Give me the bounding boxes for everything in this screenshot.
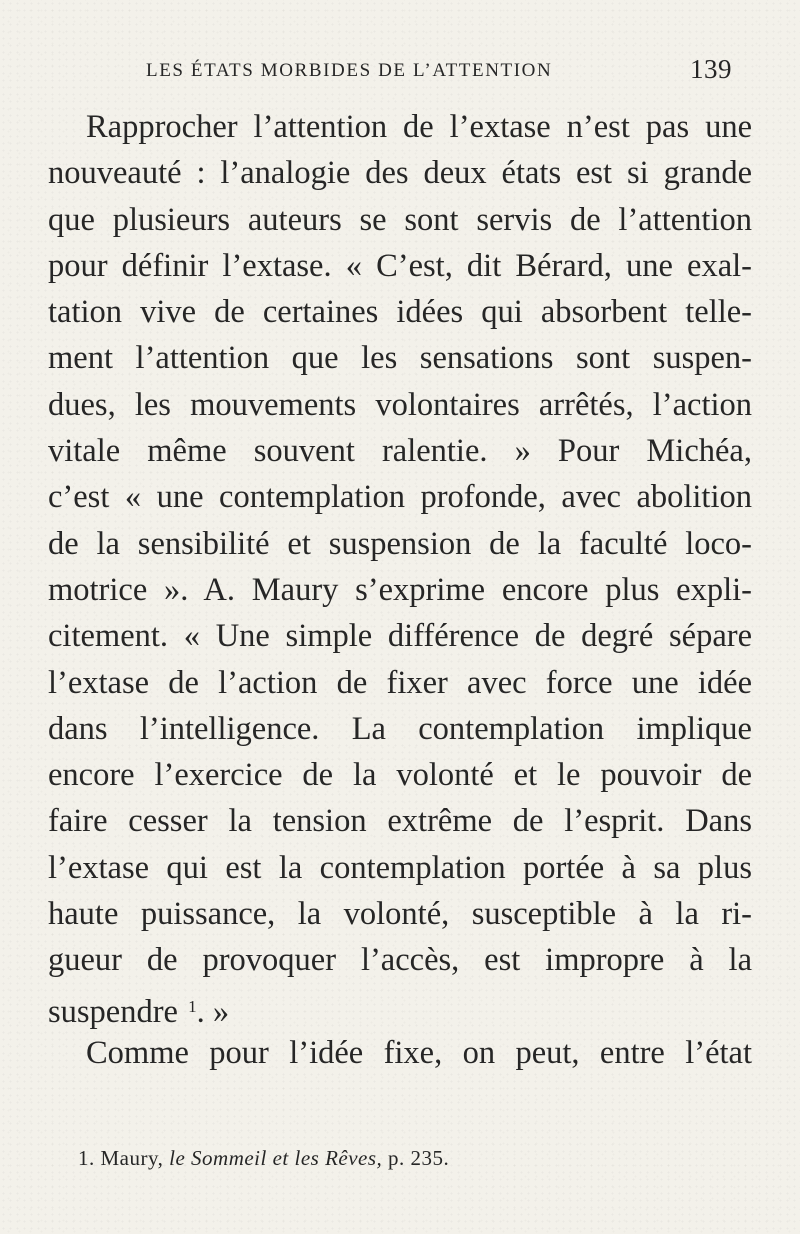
body-text	[48, 104, 752, 1076]
text-line-content: suspendre	[48, 993, 178, 1030]
footnote-author: Maury,	[100, 1146, 164, 1170]
text-line: vitale même souvent ralentie. » Pour Michéa,	[48, 433, 752, 470]
text-line: de la sensibilité et suspension de la faculté loco-	[48, 525, 752, 562]
text-line-end-of-quote	[48, 984, 752, 1030]
text-line: faire cesser la tension extrême de l’esprit. Dans	[48, 803, 752, 840]
text-line: que plusieurs auteurs se sont servis de l’attention	[48, 201, 752, 238]
text-line: gueur de provoquer l’accès, est impropre à la	[48, 942, 752, 979]
running-title: LES ÉTATS MORBIDES DE L’ATTENTION	[146, 60, 553, 81]
text-line: pour définir l’extase. « C’est, dit Bérard, une exal-	[48, 247, 752, 284]
text-line: tation vive de certaines idées qui absorbent telle-	[48, 294, 752, 331]
text-line: encore l’exercice de la volonté et le pouvoir de	[48, 757, 752, 794]
text-line: dans l’intelligence. La contemplation implique	[48, 710, 752, 747]
footnote-title: le Sommeil et les Rêves,	[169, 1146, 383, 1170]
text-line: citement. « Une simple différence de degré sépare	[48, 618, 752, 655]
text-line: ment l’attention que les sensations sont suspen-	[48, 340, 752, 377]
quote-close: . »	[196, 993, 230, 1030]
text-line: Comme pour l’idée fixe, on peut, entre l’état	[86, 1034, 752, 1071]
page-number: 139	[690, 54, 732, 84]
text-line: nouveauté : l’analogie des deux états est si grande	[48, 155, 752, 192]
running-head	[0, 56, 800, 90]
footnote	[78, 1146, 449, 1171]
text-line: c’est « une contemplation profonde, avec abolition	[48, 479, 752, 516]
text-line: haute puissance, la volonté, susceptible à la ri-	[48, 896, 752, 933]
text-line: motrice ». A. Maury s’exprime encore plus expli-	[48, 571, 752, 608]
footnote-page: p. 235.	[388, 1146, 450, 1170]
text-line: l’extase qui est la contemplation portée à sa plus	[48, 849, 752, 886]
text-line: Rapprocher l’attention de l’extase n’est pas une	[86, 109, 752, 145]
text-line: l’extase de l’action de fixer avec force une idée	[48, 664, 752, 701]
footnote-number: 1.	[78, 1146, 95, 1170]
text-line: dues, les mouvements volontaires arrêtés, l’action	[48, 386, 752, 423]
footnote-reference: 1	[188, 996, 197, 1016]
